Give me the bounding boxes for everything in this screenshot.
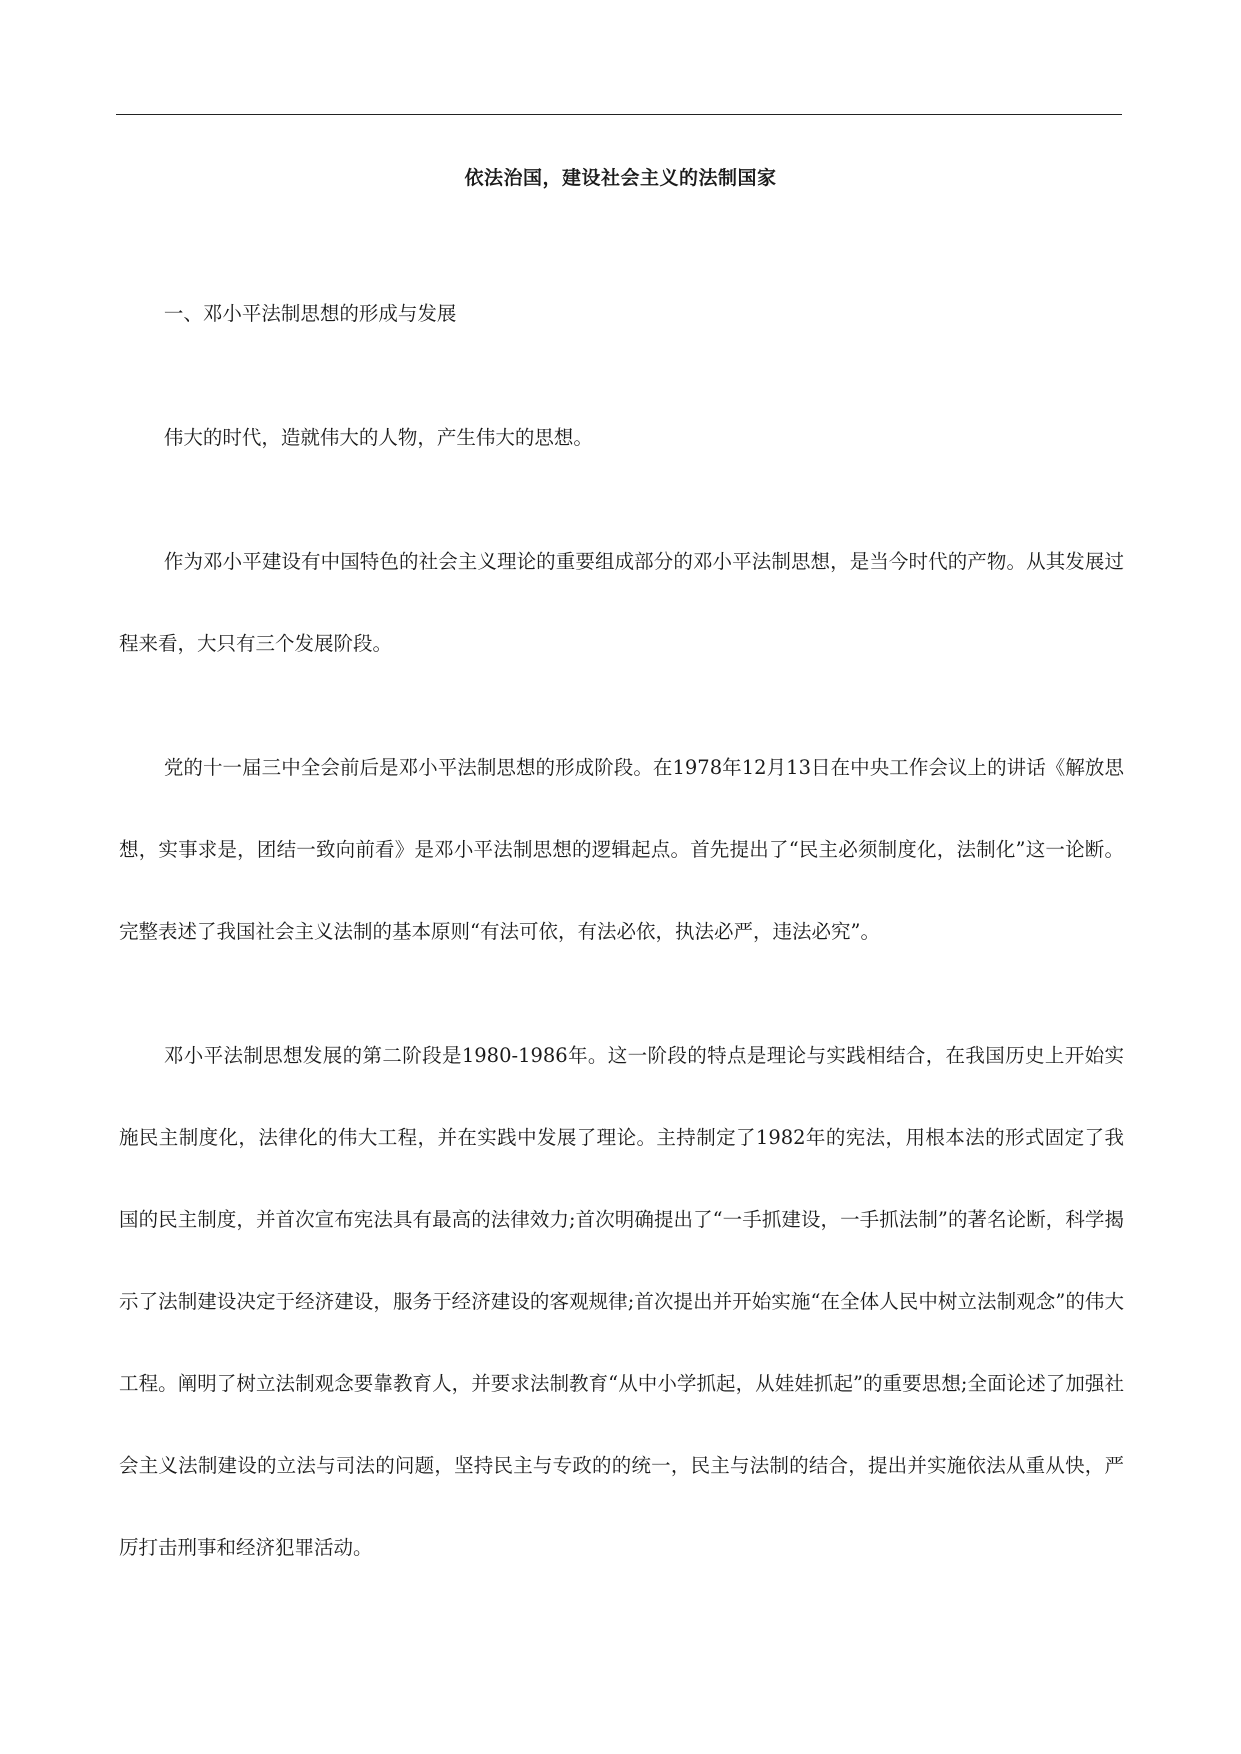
document-title: 依法治国，建设社会主义的法制国家 [464,167,777,189]
body-paragraph: 党的十一届三中全会前后是邓小平法制思想的形成阶段。在1978年12月13日在中央工作会议上的讲话《解放思想，实事求是，团结一致向前看》是邓小平法制思想的逻辑起点。首先提出了“民主必须制度化，法制化”这一论断。完整表述了我国社会主义法制的基本原则“有法可依，有法必依，执法必严，违法必究”。 [119,756,1124,943]
paragraph-gap [119,479,1124,521]
body-paragraph: 邓小平法制思想发展的第二阶段是1980-1986年。这一阶段的特点是理论与实践相结合，在我国历史上开始实施民主制度化，法律化的伟大工程，并在实践中发展了理论。主持制定了1982年的宪法，用根本法的形式固定了我国的民主制度，并首次宣布宪法具有最高的法律效力;首次明确提出了“一手抓建设，一手抓法制”的著名论断，科学揭示了法制建设决定于经济建设，服务于经济建设的客观规律;首次提出并开始实施“在全体人民中树立法制观念”的伟大工程。阐明了树立法制观念要靠教育人，并要求法制教育“从中小学抓起，从娃娃抓起”的重要思想;全面论述了加强社会主义法制建设的立法与司法的问题，坚持民主与专政的的统一，民主与法制的结合，提出并实施依法从重从快，严厉打击刑事和经济犯罪活动。 [119,1044,1124,1559]
paragraph-gap [119,685,1124,727]
header-rule [116,114,1122,115]
paragraph-gap [119,355,1124,397]
document-body [119,273,1124,1589]
body-paragraph: 伟大的时代，造就伟大的人物，产生伟大的思想。 [163,426,593,449]
body-paragraph: 作为邓小平建设有中国特色的社会主义理论的重要组成部分的邓小平法制思想，是当今时代的产物。从其发展过程来看，大只有三个发展阶段。 [119,550,1124,655]
section-heading: 一、邓小平法制思想的形成与发展 [163,302,457,325]
paragraph-gap [119,973,1124,1015]
